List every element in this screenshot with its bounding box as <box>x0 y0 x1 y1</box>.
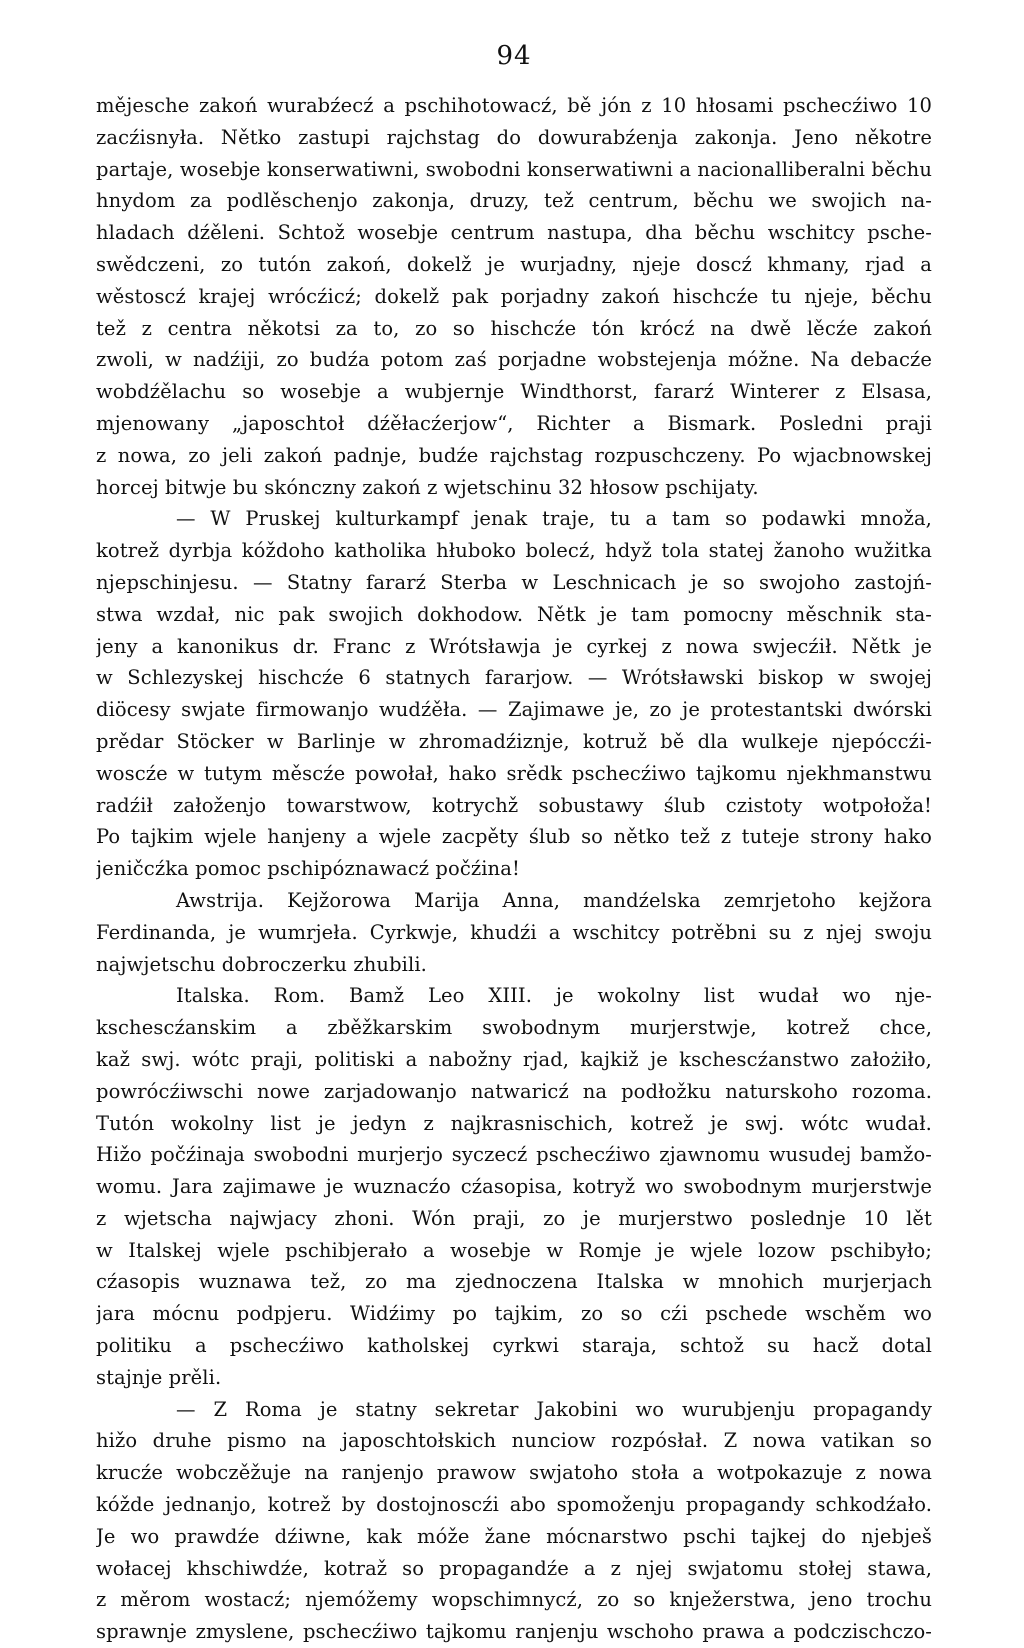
text-line: mjenowany „japoschtoł dźěłacźerjow“, Richter a Bismark. Posledni praji <box>96 411 932 435</box>
text-line: z měrom wostacź; njemóžemy wopschimnycź, zo so knježerstwa, jeno trochu <box>96 1588 932 1612</box>
text-line: Ferdinanda, je wumrjeła. Cyrkwje, khudźi a wschitcy potrěbni su z njej swoju <box>96 920 932 944</box>
text-line: z nowa, zo jeli zakoń padnje, budźe rajchstag rozpuschczeny. Po wjacbnowskej <box>96 443 932 467</box>
text-line: hižo druhe pismo na japoschtołskich nunciow rozpósłał. Z nowa vatikan so <box>96 1429 932 1453</box>
text-line: zwoli, w nadźiji, zo budźa potom zaś porjadne wobstejenja móžne. Na debacźe <box>96 348 932 372</box>
text-line: kschescźanskim a zběžkarskim swobodnym murjerstwje, kotrež chce, <box>96 1016 932 1040</box>
text-line: zacźisnyła. Nětko zastupi rajchstag do dowurabźenja zakonja. Jeno někotre <box>96 125 932 149</box>
text-line: hladach dźěleni. Schtož wosebje centrum nastupa, dha běchu wschitcy psche- <box>96 221 932 245</box>
text-line: horcej bitwje bu skónczny zakoń z wjetschinu 32 hłosow pschijaty. <box>96 475 759 499</box>
text-line: woscźe w tutym měscźe powołał, hako srědk pschecźiwo tajkomu njekhmanstwu <box>96 761 932 785</box>
text-line: kaž swj. wótc praji, politiski a nabožny rjad, kajkiž je kschescźanstwo założiło, <box>96 1047 932 1071</box>
text-line: womu. Jara zajimawe je wuznacźo cźasopisa, kotryž wo swobodnym murjerstwje <box>96 1175 932 1199</box>
text-line: kóžde jednanjo, kotrež by dostojnoscźi abo spomoženju propagandy schkodźało. <box>96 1493 932 1517</box>
text-line: wobdźělachu so wosebje a wubjernje Windthorst, fararź Winterer z Elsasa, <box>96 380 932 404</box>
text-line: swědczeni, zo tutón zakoń, dokelž je wurjadny, njeje doscź khmany, rjad a <box>96 252 932 276</box>
text-line: Po tajkim wjele hanjeny a wjele zacpěty ślub so nětko tež z tuteje strony hako <box>96 825 932 849</box>
text-line: — Z Roma je statny sekretar Jakobini wo wurubjenju propagandy <box>176 1397 932 1421</box>
text-line: Je wo prawdźe dźiwne, kak móže žane mócnarstwo pschi tajkej do njebješ <box>96 1524 932 1548</box>
text-line: w Italskej wjele pschibjerało a wosebje w Romje je wjele lozow pschibyło; <box>96 1238 932 1262</box>
text-line: tež z centra někotsi za to, zo so hischcźe tón krócź na dwě lěcźe zakoń <box>96 316 932 340</box>
text-line: najwjetschu dobroczerku zhubili. <box>96 952 427 976</box>
text-line: diöcesy swjate firmowanjo wudźěła. — Zajimawe je, zo je protestantski dwórski <box>96 698 932 722</box>
document-page <box>96 40 932 1648</box>
text-line: partaje, wosebje konserwatiwni, swobodni konserwatiwni a nacionalliberalni běchu <box>96 157 932 181</box>
text-line: njepschinjesu. — Statny fararź Sterba w Leschnicach je so swojoho zastojń- <box>96 570 932 594</box>
text-line: prědar Stöcker w Barlinje w zhromadźiznje, kotruž bě dla wulkeje njepóccźi- <box>96 729 932 753</box>
text-line: — W Pruskej kulturkampf jenak traje, tu a tam so podawki množa, <box>176 507 932 531</box>
text-line: powrócźiwschi nowe zarjadowanjo natwaricź na podłožku naturskoho rozoma. <box>96 1079 932 1103</box>
text-line: z wjetscha najwjacy zhoni. Wón praji, zo je murjerstwo poslednje 10 lět <box>96 1206 932 1230</box>
text-line: jeny a kanonikus dr. Franc z Wrótsławja je cyrkej z nowa swjecźił. Nětk je <box>96 634 932 658</box>
text-line: Tutón wokolny list je jedyn z najkrasnischich, kotrež je swj. wótc wudał. <box>96 1111 932 1135</box>
text-line: jeničcźka pomoc pschipóznawacź počźina! <box>96 857 520 881</box>
text-line: radźił załoženjo towarstwow, kotrychž sobustawy ślub czistoty wotpołoža! <box>96 793 932 817</box>
text-body <box>96 90 932 1648</box>
text-line: stwa wzdał, nic pak swojich dokhodow. Nětk je tam pomocny měschnik sta- <box>96 602 932 626</box>
text-line: krucźe wobczěžuje na ranjenjo prawow swjatoho stoła a wotpokazuje z nowa <box>96 1461 932 1485</box>
text-line: w Schlezyskej hischcźe 6 statnych fararjow. — Wrótsławski biskop w swojej <box>96 666 932 690</box>
text-line: sprawnje zmyslene, pschecźiwo tajkomu ranjenju wschoho prawa a podczischczo- <box>96 1620 932 1644</box>
text-line: wěstoscź krajej wrócźicź; dokelž pak porjadny zakoń hischcźe tu njeje, běchu <box>96 284 932 308</box>
text-line: jara mócnu podpjeru. Widźimy po tajkim, zo so cźi pschede wschěm wo <box>96 1302 932 1326</box>
page-number: 94 <box>496 41 532 71</box>
text-line: cźasopis wuznawa tež, zo ma zjednoczena Italska w mnohich murjerjach <box>96 1270 932 1294</box>
text-line: mějesche zakoń wurabźecź a pschihotowacź, bě jón z 10 hłosami pschecźiwo 10 <box>96 94 932 117</box>
text-line: wołacej khschiwdźe, kotraž so propagandźe a z njej swjatomu stołej stawa, <box>96 1556 932 1580</box>
text-line: Awstrija. Kejžorowa Marija Anna, mandźelska zemrjetoho kejžora <box>176 888 932 912</box>
text-line: hnydom za podlěschenjo zakonja, druzy, tež centrum, běchu we swojich na- <box>96 189 932 213</box>
text-line: Hižo počźinaja swobodni murjerjo syczecź pschecźiwo zjawnomu wusudej bamžo- <box>96 1143 932 1167</box>
text-line: stajnje prěli. <box>96 1365 222 1389</box>
text-line: Italska. Rom. Bamž Leo XIII. je wokolny list wudał wo nje- <box>176 984 932 1008</box>
text-line: politiku a pschecźiwo katholskej cyrkwi staraja, schtož su hacž dotal <box>96 1334 932 1358</box>
text-line: kotrež dyrbja kóždoho katholika hłuboko bolecź, hdyž tola statej žanoho wužitka <box>96 539 932 563</box>
